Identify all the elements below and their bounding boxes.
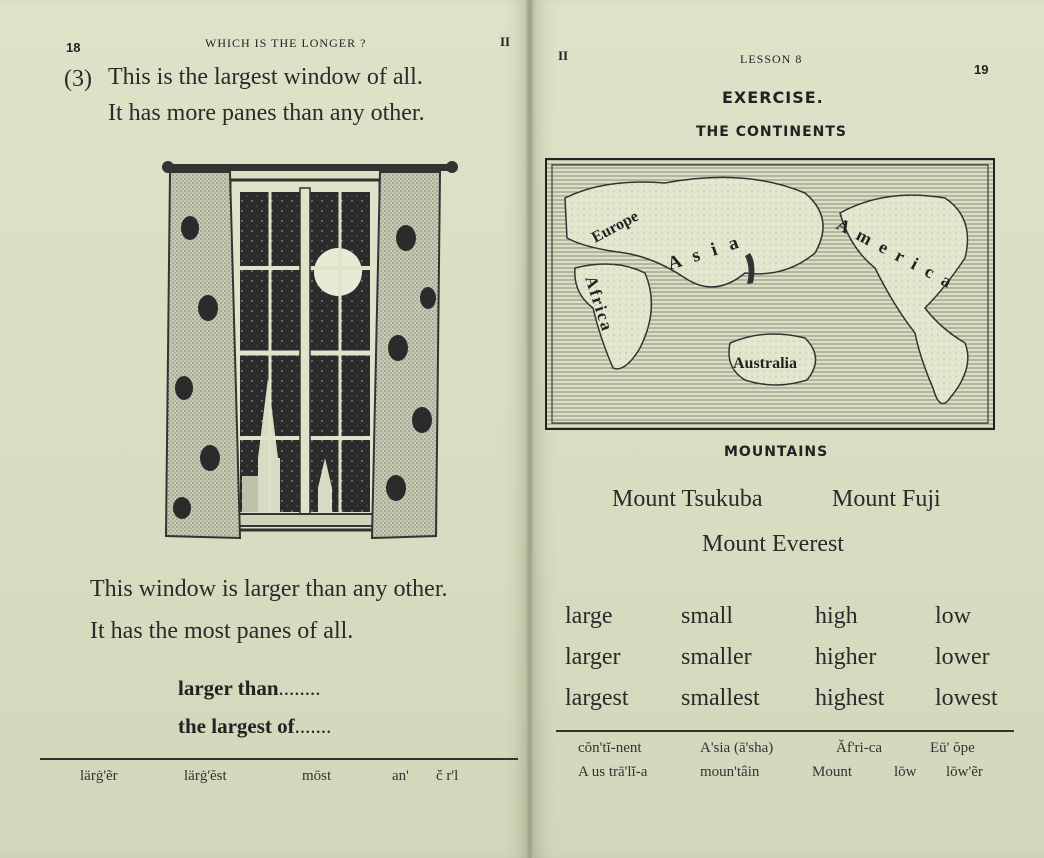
pron-an: an' [392,768,409,784]
pattern-larger-than [178,676,321,701]
sentence-largest-window: This is the largest window of all. [108,64,423,90]
sentence-most-panes: It has the most panes of all. [90,618,354,644]
table-row [565,678,1015,719]
window-illustration [160,158,460,542]
pron-asia: A'sia (ā'sha) [700,740,774,756]
pron-low: lōw [894,764,917,780]
pron-europe: Eū' ŏpe [930,740,975,756]
word-cell: smallest [681,685,760,711]
sentence-larger-than-any: This window is larger than any other. [90,576,448,602]
map-label-africa: Africa [581,273,618,335]
table-row [565,637,1015,678]
pron-largest: lärġ'ĕst [184,768,227,784]
word-cell: low [935,603,971,629]
sentence-more-panes: It has more panes than any other. [108,100,425,126]
right-signature-mark: II [558,48,569,63]
left-footer-rule [40,758,518,760]
mountain-tsukuba: Mount Tsukuba [612,486,763,512]
pron-australia: A us trā'lĭ-a [578,764,648,780]
pron-larger: lärġ'ẽr [80,768,118,784]
map-label-america: A m e r i c a [833,213,958,293]
pattern-larger-than-dots: ........ [278,676,321,700]
word-cell: larger [565,644,621,670]
word-cell: large [565,603,613,629]
word-cell: largest [565,685,629,711]
pron-africa: Ăf'ri-ca [836,740,883,756]
world-map [545,158,995,430]
word-cell: high [815,603,858,629]
pron-most: mōst [302,768,332,784]
right-footer-rule [556,730,1014,732]
pron-mountain: moun'tâin [700,764,760,780]
right-running-head: LESSON 8 [740,52,803,66]
word-cell: small [681,603,733,629]
map-label-europe: Europe [588,207,642,247]
pron-other: č r'l [436,768,459,784]
pattern-the-largest-of [178,714,331,739]
mountain-everest: Mount Everest [702,531,844,557]
comparison-word-table [565,596,1015,719]
item-number: (3) [64,66,92,92]
map-label-australia: Australia [733,355,797,372]
pattern-the-largest-of-dots: ....... [294,714,332,738]
word-cell: lower [935,644,990,670]
word-cell: higher [815,644,877,670]
pron-lower: lōw'ẽr [946,764,983,780]
mountain-fuji: Mount Fuji [832,486,941,512]
word-cell: highest [815,685,885,711]
map-label-asia: A s i a [665,230,745,275]
pattern-larger-than-bold: larger than [178,676,279,700]
left-running-head: WHICH IS THE LONGER ? [205,36,367,50]
left-signature-mark: II [500,34,511,49]
pron-continent: cŏn'tĭ-nent [578,740,642,756]
right-page-number: 19 [974,62,989,77]
left-page-number: 18 [66,40,81,55]
table-row [565,596,1015,637]
word-cell: lowest [935,685,998,711]
word-cell: smaller [681,644,752,670]
mountains-title: MOUNTAINS [724,444,829,460]
pron-mount: Mount [812,764,853,780]
exercise-title: EXERCISE. [722,88,824,107]
pattern-the-largest-of-bold: the largest of [178,714,295,738]
map-title: THE CONTINENTS [696,124,847,140]
book-gutter [526,0,534,858]
